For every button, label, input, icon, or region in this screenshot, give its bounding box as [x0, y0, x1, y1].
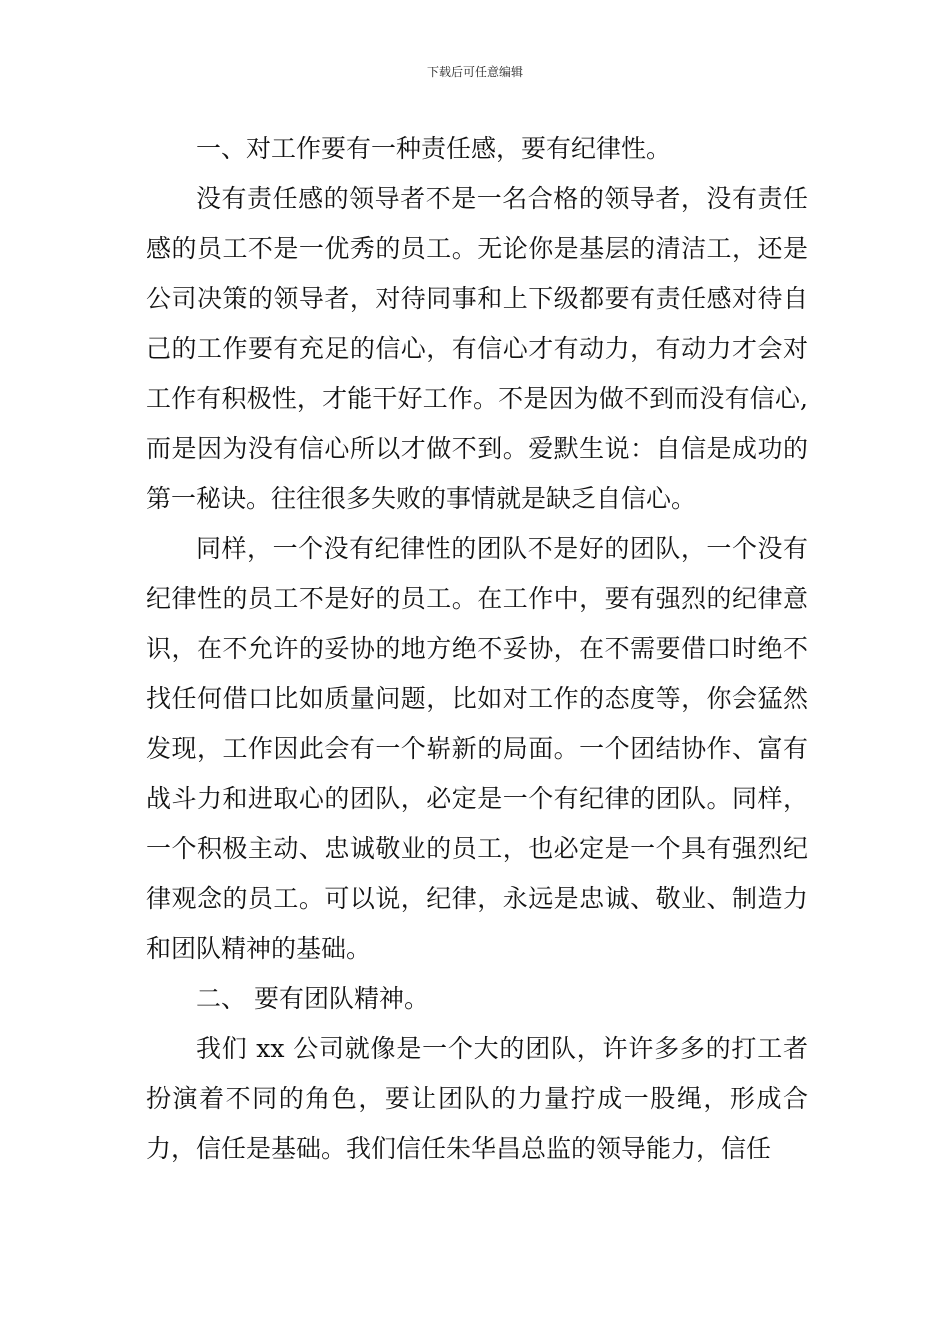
page-header: 下载后可任意编辑: [426, 65, 523, 79]
paragraph-discipline: 同样，一个没有纪律性的团队不是好的团队，一个没有纪律性的员工不是好的员工。在工作中，要有强烈的纪律意识，在不允许的妥协的地方绝不妥协，在不需要借口时绝不找任何借口比如质量问题，比如对工作的态度等，你会猛然发现，工作因此会有一个崭新的局面。一个团结协作、富有战斗力和进取心的团队，必定是一个有纪律的团队。同样，一个积极主动、忠诚敬业的员工，也必定是一个具有强烈纪律观念的员工。可以说，纪律，永远是忠诚、敬业、制造力和团队精神的基础。: [146, 534, 808, 963]
paragraph-team-spirit: 我们 xx 公司就像是一个大的团队，许许多多的打工者扮演着不同的角色，要让团队的力量拧成一股绳，形成合力，信任是基础。我们信任朱华昌总监的领导能力，信任: [146, 1034, 808, 1163]
section-heading-2: 二、 要有团队精神。: [196, 984, 429, 1013]
document-body: [146, 124, 808, 1174]
paragraph-responsibility: 没有责任感的领导者不是一名合格的领导者，没有责任感的员工不是一优秀的员工。无论你是基层的清洁工，还是公司决策的领导者，对待同事和上下级都要有责任感对待自己的工作要有充足的信心，有信心才有动力，有动力才会对工作有积极性，才能干好工作。不是因为做不到而没有信心,而是因为没有信心所以才做不到。爱默生说：自信是成功的第一秘诀。往往很多失败的事情就是缺乏自信心。: [146, 184, 808, 513]
section-heading-1: 一、对工作要有一种责任感，要有纪律性。: [196, 134, 672, 163]
